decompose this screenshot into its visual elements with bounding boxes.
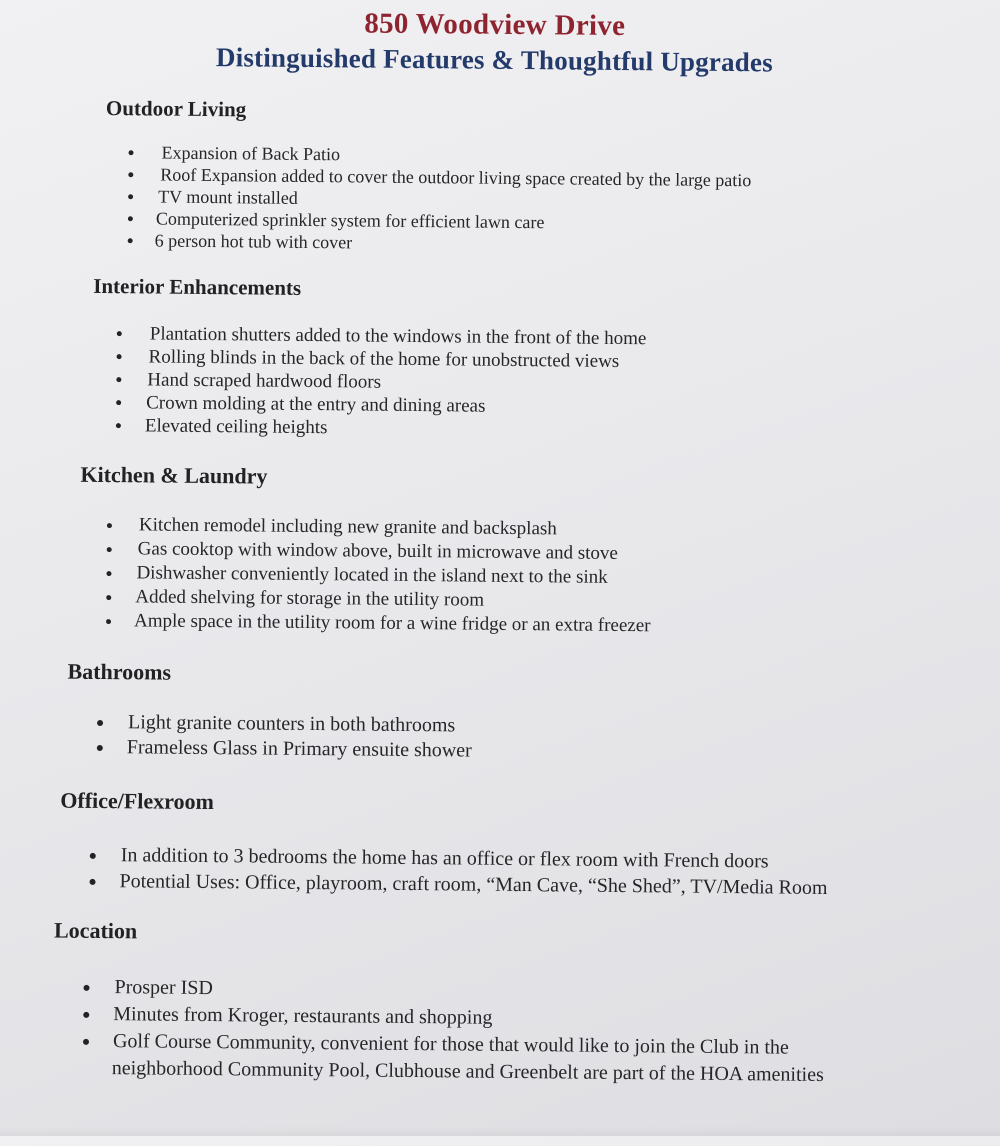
list-item: Crown molding at the entry and dining areas	[116, 391, 646, 419]
list-item: Kitchen remodel including new granite and backsplash	[107, 513, 652, 542]
bullet-icon	[97, 720, 103, 726]
bullet-icon	[90, 879, 96, 885]
location-list	[83, 974, 825, 1089]
kitchen-laundry-list	[106, 513, 652, 638]
page-edge-shadow	[0, 1126, 1000, 1136]
bullet-icon	[106, 571, 111, 576]
list-item-continuation: neighborhood Community Pool, Clubhouse and Greenbelt are part of the HOA amenities	[111, 1057, 824, 1086]
section-heading-kitchen-laundry: Kitchen & Laundry	[80, 461, 268, 489]
document-title: 850 Woodview Drive	[364, 7, 626, 43]
bullet-icon	[117, 331, 122, 336]
list-item: Minutes from Kroger, restaurants and shopping	[83, 1001, 824, 1035]
bullet-icon	[83, 1012, 89, 1018]
list-item: Potential Uses: Office, playroom, craft room, “Man Cave, “She Shed”, TV/Media Room	[89, 868, 827, 901]
bullet-icon	[116, 400, 121, 405]
list-item: Plantation shutters added to the windows in the front of the home	[117, 322, 647, 350]
list-item: Elevated ceiling heights	[116, 414, 646, 442]
interior-enhancements-list	[116, 322, 647, 442]
list-item: Added shelving for storage in the utility room	[106, 585, 651, 614]
list-item: Light granite counters in both bathrooms	[97, 710, 472, 739]
office-flexroom-list	[89, 842, 827, 901]
bullet-icon	[106, 595, 111, 600]
list-item: 6 person hot tub with cover	[128, 229, 751, 257]
list-item: Computerized sprinkler system for efficient lawn care	[128, 207, 751, 235]
outdoor-living-list	[128, 141, 752, 257]
bullet-icon	[128, 216, 133, 221]
section-heading-outdoor-living: Outdoor Living	[105, 96, 247, 122]
section-heading-bathrooms: Bathrooms	[67, 658, 172, 685]
list-item: Roof Expansion added to cover the outdoor living space created by the large patio	[128, 163, 751, 191]
bullet-icon	[106, 619, 111, 624]
section-heading-location: Location	[53, 917, 138, 944]
section-heading-interior-enhancements: Interior Enhancements	[93, 273, 302, 300]
list-item: Dishwasher conveniently located in the island next to the sink	[106, 561, 651, 590]
list-item: Golf Course Community, convenient for those that would like to join the Club in the	[83, 1028, 824, 1062]
list-item: Hand scraped hardwood floors	[116, 368, 646, 396]
bullet-icon	[116, 377, 121, 382]
list-item: Prosper ISD	[83, 974, 824, 1008]
bullet-icon	[128, 238, 133, 243]
bullet-icon	[116, 423, 121, 428]
bullet-icon	[83, 985, 89, 991]
bathrooms-list	[97, 710, 472, 764]
section-heading-office-flexroom: Office/Flexroom	[60, 787, 214, 815]
bullet-icon	[107, 523, 112, 528]
bullet-icon	[107, 547, 112, 552]
list-item: In addition to 3 bedrooms the home has an office or flex room with French doors	[90, 842, 828, 875]
list-item: Rolling blinds in the back of the home for unobstructed views	[116, 345, 646, 373]
bullet-icon	[117, 354, 122, 359]
bullet-icon	[83, 1039, 89, 1045]
bullet-icon	[97, 745, 103, 751]
document-subtitle: Distinguished Features & Thoughtful Upgrades	[215, 42, 774, 78]
list-item: Frameless Glass in Primary ensuite shower	[97, 735, 472, 764]
list-item: TV mount installed	[128, 185, 751, 213]
bullet-icon	[129, 150, 134, 155]
bullet-icon	[128, 194, 133, 199]
list-item: Expansion of Back Patio	[128, 141, 751, 169]
list-item: Gas cooktop with window above, built in microwave and stove	[107, 537, 652, 566]
list-item: Ample space in the utility room for a wine fridge or an extra freezer	[106, 609, 651, 638]
bullet-icon	[128, 172, 133, 177]
bullet-icon	[90, 853, 96, 859]
